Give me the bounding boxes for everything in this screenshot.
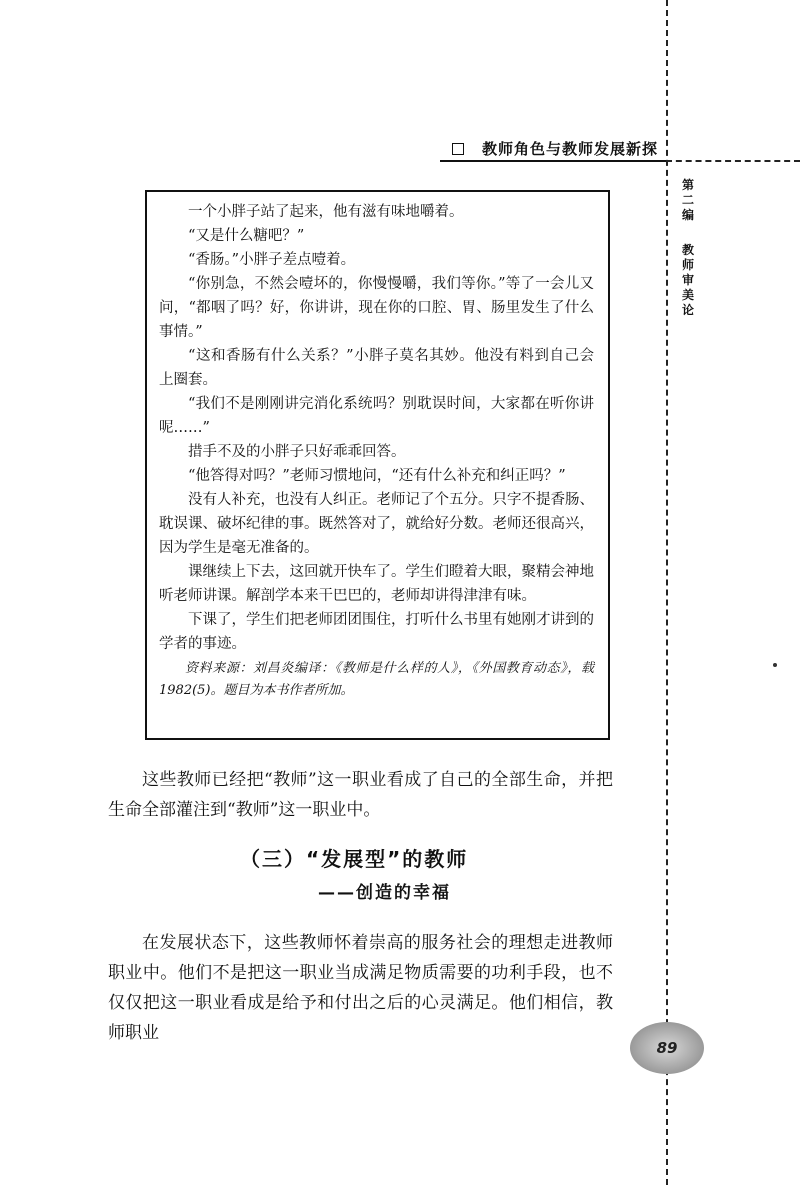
box-paragraph: 课继续上下去，这回就开快车了。学生们瞪着大眼，聚精会神地听老师讲课。解剖学本来干巴巴的，老师却讲得津津有味。 [159, 564, 594, 604]
box-paragraph: “又是什么糖吧？” [188, 228, 305, 244]
body-paragraph: 在发展状态下，这些教师怀着崇高的服务社会的理想走进教师职业中。他们不是把这一职业当成满足物质需要的功利手段，也不仅仅把这一职业看成是给予和付出之后的心灵满足。他们相信，教师职业 [108, 933, 613, 1043]
section-heading: （三）“发展型”的教师 [240, 847, 469, 871]
page-number-badge [630, 1022, 704, 1074]
side-tab [680, 178, 696, 318]
header-dashed-line [666, 160, 800, 162]
page-number: 89 [656, 1039, 678, 1057]
header-rule [440, 160, 666, 162]
margin-dot [773, 663, 777, 667]
side-tab-part: 第二编 [681, 178, 694, 222]
box-paragraph: “他答得对吗？”老师习惯地问，“还有什么补充和纠正吗？” [188, 468, 566, 484]
right-margin-dashed-line [666, 0, 668, 1185]
running-header [452, 138, 658, 159]
square-icon [452, 143, 464, 155]
box-paragraph: 一个小胖子站了起来，他有滋有味地嚼着。 [188, 204, 464, 220]
box-paragraph: 没有人补充，也没有人纠正。老师记了个五分。只字不提香肠、耽误课、破坏纪律的事。既然答对了，就给好分数。老师还很高兴，因为学生是毫无准备的。 [159, 492, 594, 556]
box-paragraph: “你别急，不然会噎坏的，你慢慢嚼，我们等你。”等了一会儿又问，“都咽了吗？好，你讲讲，现在你的口腔、胃、肠里发生了什么事情。” [159, 276, 594, 340]
side-tab-section: 教师审美论 [681, 243, 694, 317]
body-paragraph: 这些教师已经把“教师”这一职业看成了自己的全部生命，并把生命全部灌注到“教师”这一职业中。 [108, 770, 613, 820]
box-paragraph: “我们不是刚刚讲完消化系统吗？别耽误时间，大家都在听你讲呢……” [159, 396, 594, 436]
box-paragraph: “香肠。”小胖子差点噎着。 [188, 252, 356, 268]
box-paragraph: “这和香肠有什么关系？”小胖子莫名其妙。他没有料到自己会上圈套。 [159, 348, 594, 388]
box-paragraph: 措手不及的小胖子只好乖乖回答。 [188, 444, 406, 460]
section-subheading: ——创造的幸福 [318, 883, 451, 903]
case-story-box [145, 190, 610, 740]
box-paragraph: 下课了，学生们把老师团团围住，打听什么书里有她刚才讲到的学者的事迹。 [159, 612, 594, 652]
box-source-note: 资料来源：刘昌炎编译：《教师是什么样的人》，《外国教育动态》，载 1982(5)。题目为本书作者所加。 [159, 661, 594, 698]
running-header-title: 教师角色与教师发展新探 [482, 140, 659, 158]
